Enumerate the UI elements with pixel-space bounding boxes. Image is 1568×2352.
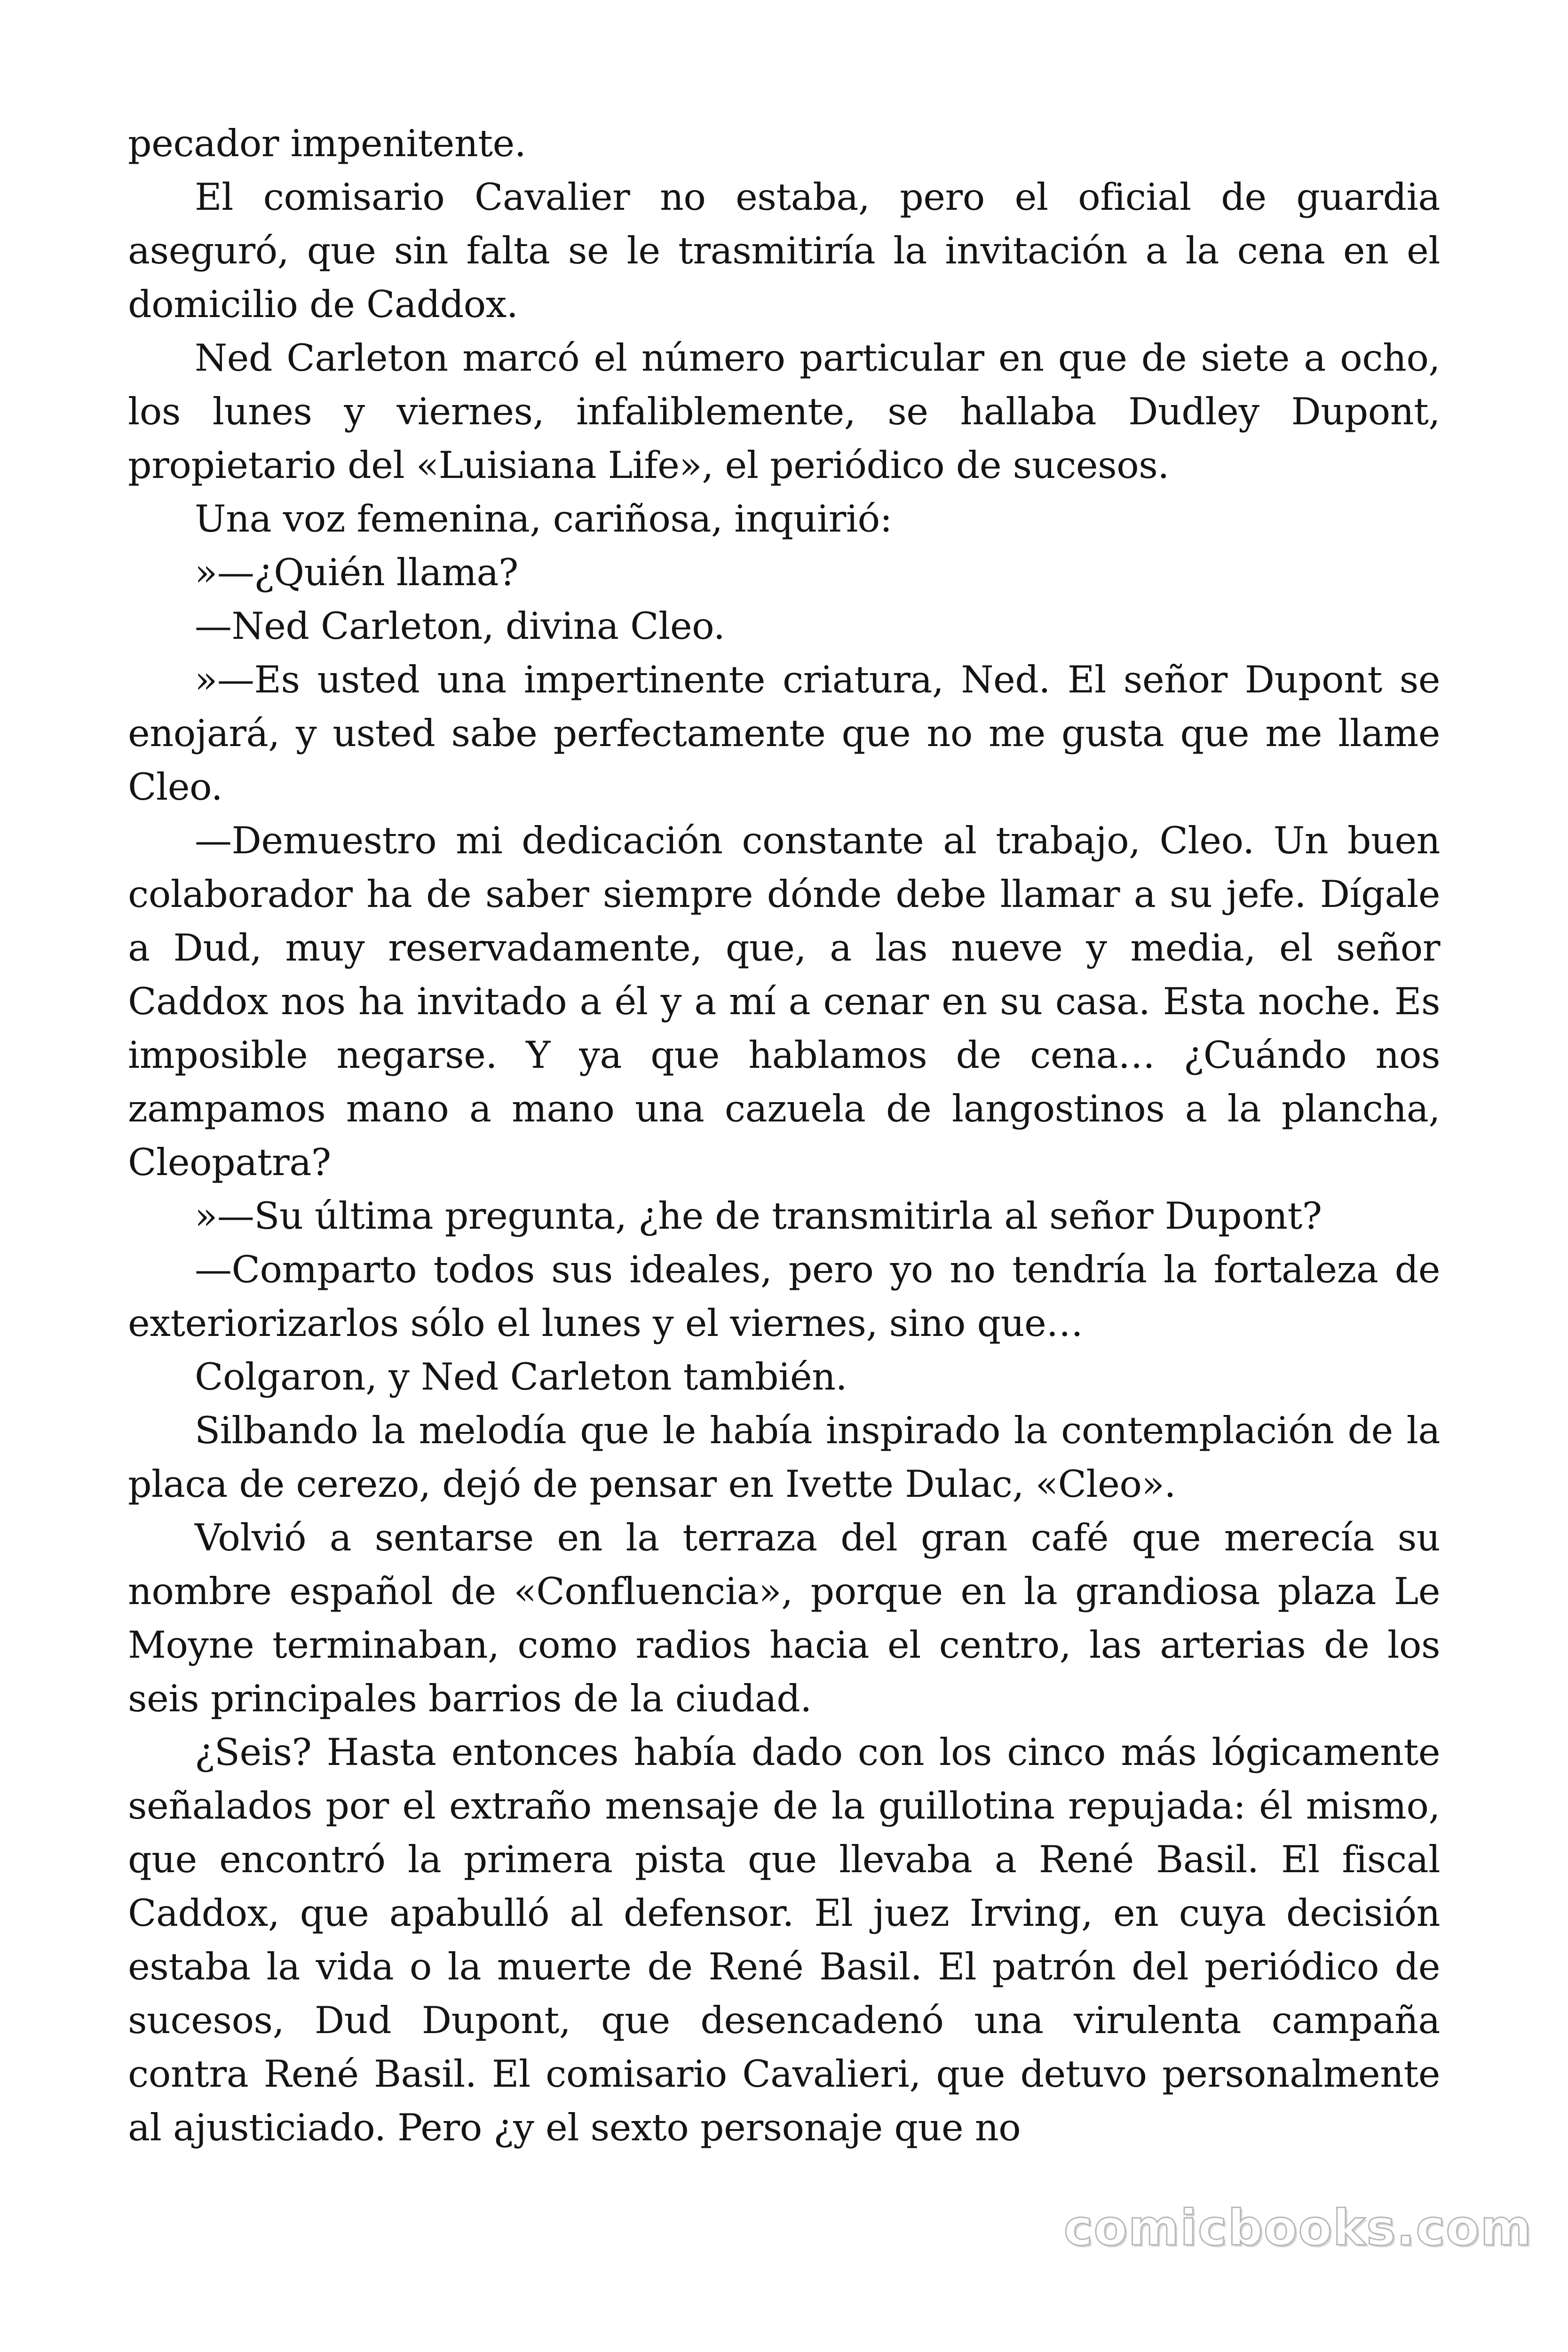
paragraph: Una voz femenina, cariñosa, inquirió:: [195, 497, 892, 540]
paragraph-continuation: pecador impenitente.: [128, 122, 526, 165]
dialogue-line: —Ned Carleton, divina Cleo.: [195, 604, 725, 648]
paragraph: Ned Carleton marcó el número particular en que de siete a ocho, los lunes y viernes, infaliblemente, se hallaba Dudley Dupont, propietario del «Luisiana Life», el periódico de sucesos.: [128, 336, 1440, 487]
paragraph: El comisario Cavalier no estaba, pero el oficial de guardia aseguró, que sin falta se le trasmitiría la invitación a la cena en el domicilio de Caddox.: [128, 175, 1440, 326]
paragraph: Volvió a sentarse en la terraza del gran café que merecía su nombre español de «Confluencia», porque en la grandiosa plaza Le Moyne terminaban, como radios hacia el centro, las arterias de los seis principales barrios de la ciudad.: [128, 1516, 1440, 1720]
dialogue-line: »—Es usted una impertinente criatura, Ned. El señor Dupont se enojará, y usted sabe perfectamente que no me gusta que me llame Cleo.: [128, 658, 1440, 809]
dialogue-line: —Demuestro mi dedicación constante al trabajo, Cleo. Un buen colaborador ha de saber siempre dónde debe llamar a su jefe. Dígale a Dud, muy reservadamente, que, a las nueve y media, el señor Caddox nos ha invitado a él y a mí a cenar en su casa. Esta noche. Es imposible negarse. Y ya que hablamos de cena… ¿Cuándo nos zampamos mano a mano una cazuela de langostinos a la plancha, Cleopatra?: [128, 819, 1440, 1184]
body-text: [128, 117, 1440, 2154]
paragraph: Colgaron, y Ned Carleton también.: [195, 1355, 847, 1398]
dialogue-line: »—Su última pregunta, ¿he de transmitirla al señor Dupont?: [195, 1194, 1322, 1238]
paragraph: ¿Seis? Hasta entonces había dado con los cinco más lógicamente señalados por el extraño mensaje de la guillotina repujada: él mismo, que encontró la primera pista que llevaba a René Basil. El fiscal Caddox, que apabulló al defensor. El juez Irving, en cuya decisión estaba la vida o la muerte de René Basil. El patrón del periódico de sucesos, Dud Dupont, que desencadenó una virulenta campaña contra René Basil. El comisario Cavalieri, que detuvo personalmente al ajusticiado. Pero ¿y el sexto personaje que no: [128, 1731, 1440, 2149]
dialogue-line: »—¿Quién llama?: [195, 551, 518, 594]
dialogue-line: —Comparto todos sus ideales, pero yo no tendría la fortaleza de exteriorizarlos sólo el lunes y el viernes, sino que…: [128, 1248, 1440, 1345]
watermark: comicbooks.com: [1063, 2199, 1532, 2257]
paragraph: Silbando la melodía que le había inspirado la contemplación de la placa de cerezo, dejó de pensar en Ivette Dulac, «Cleo».: [128, 1409, 1440, 1506]
